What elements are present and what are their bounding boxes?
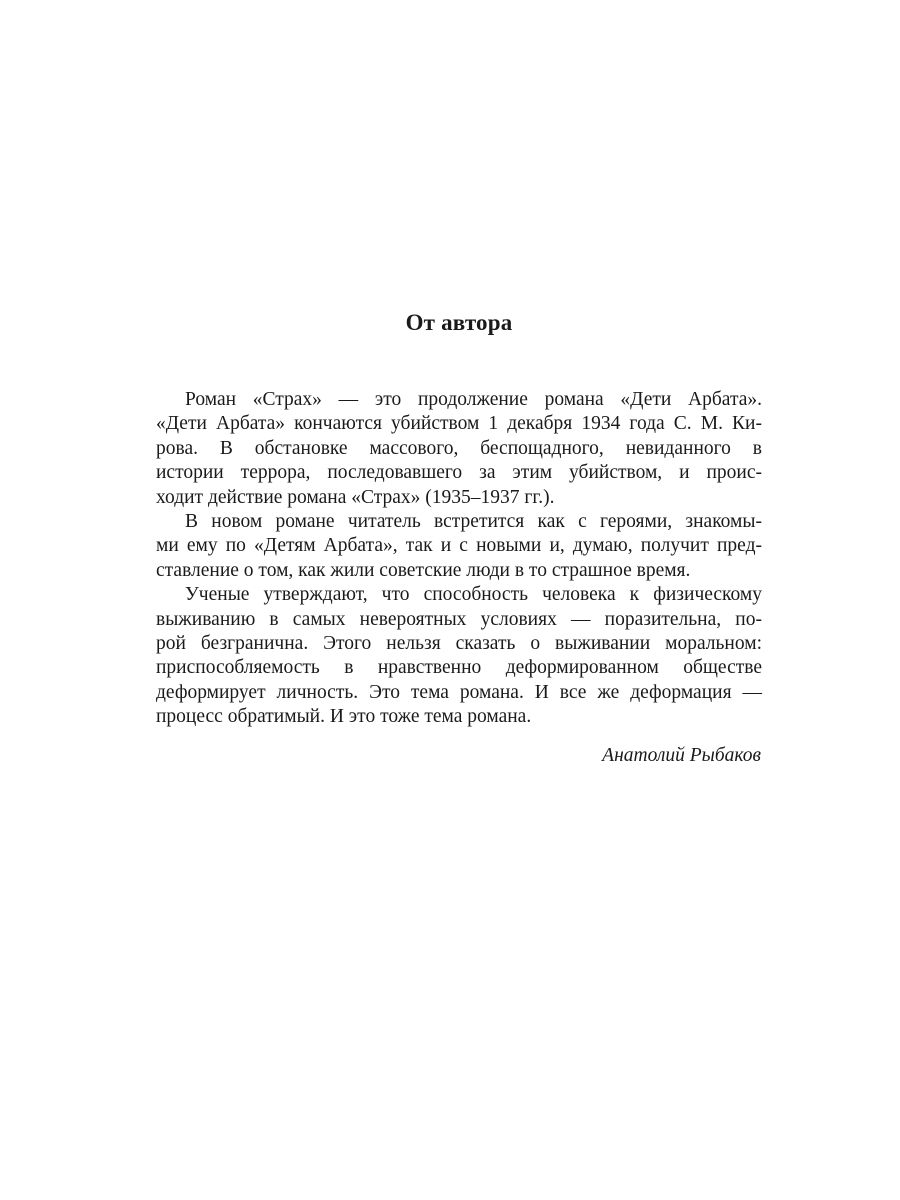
text-line: рова. В обстановке массового, беспощадного, невиданного в xyxy=(156,437,762,459)
page-title: От автора xyxy=(405,310,513,335)
body-text xyxy=(156,388,762,730)
text-line: рой безгранична. Этого нельзя сказать о выживании моральном: xyxy=(156,633,762,655)
paragraph-2 xyxy=(156,510,762,583)
text-line: ставление о том, как жили советские люди в то страшное время. xyxy=(156,559,691,581)
author-signature: Анатолий Рыбаков xyxy=(602,745,761,766)
text-line: приспособляемость в нравственно деформированном обществе xyxy=(156,657,762,679)
text-line: выживанию в самых невероятных условиях — поразительна, по- xyxy=(156,608,762,630)
text-line: ми ему по «Детям Арбата», так и с новыми и, думаю, получит пред- xyxy=(156,535,762,557)
text-line: ходит действие романа «Страх» (1935–1937 гг.). xyxy=(156,486,555,508)
paragraph-1 xyxy=(156,388,762,510)
text-line: Роман «Страх» — это продолжение романа «Дети Арбата». xyxy=(185,389,762,410)
text-line: Ученые утверждают, что способность человека к физическому xyxy=(185,584,762,606)
text-line: «Дети Арбата» кончаются убийством 1 декабря 1934 года С. М. Ки- xyxy=(156,413,762,435)
text-line: процесс обратимый. И это тоже тема романа. xyxy=(156,706,532,728)
text-line: деформирует личность. Это тема романа. И все же деформация — xyxy=(156,681,762,703)
paragraph-3 xyxy=(156,583,762,729)
text-line: В новом романе читатель встретится как с героями, знакомы- xyxy=(185,511,762,533)
text-line: истории террора, последовавшего за этим убийством, и проис- xyxy=(156,462,762,484)
